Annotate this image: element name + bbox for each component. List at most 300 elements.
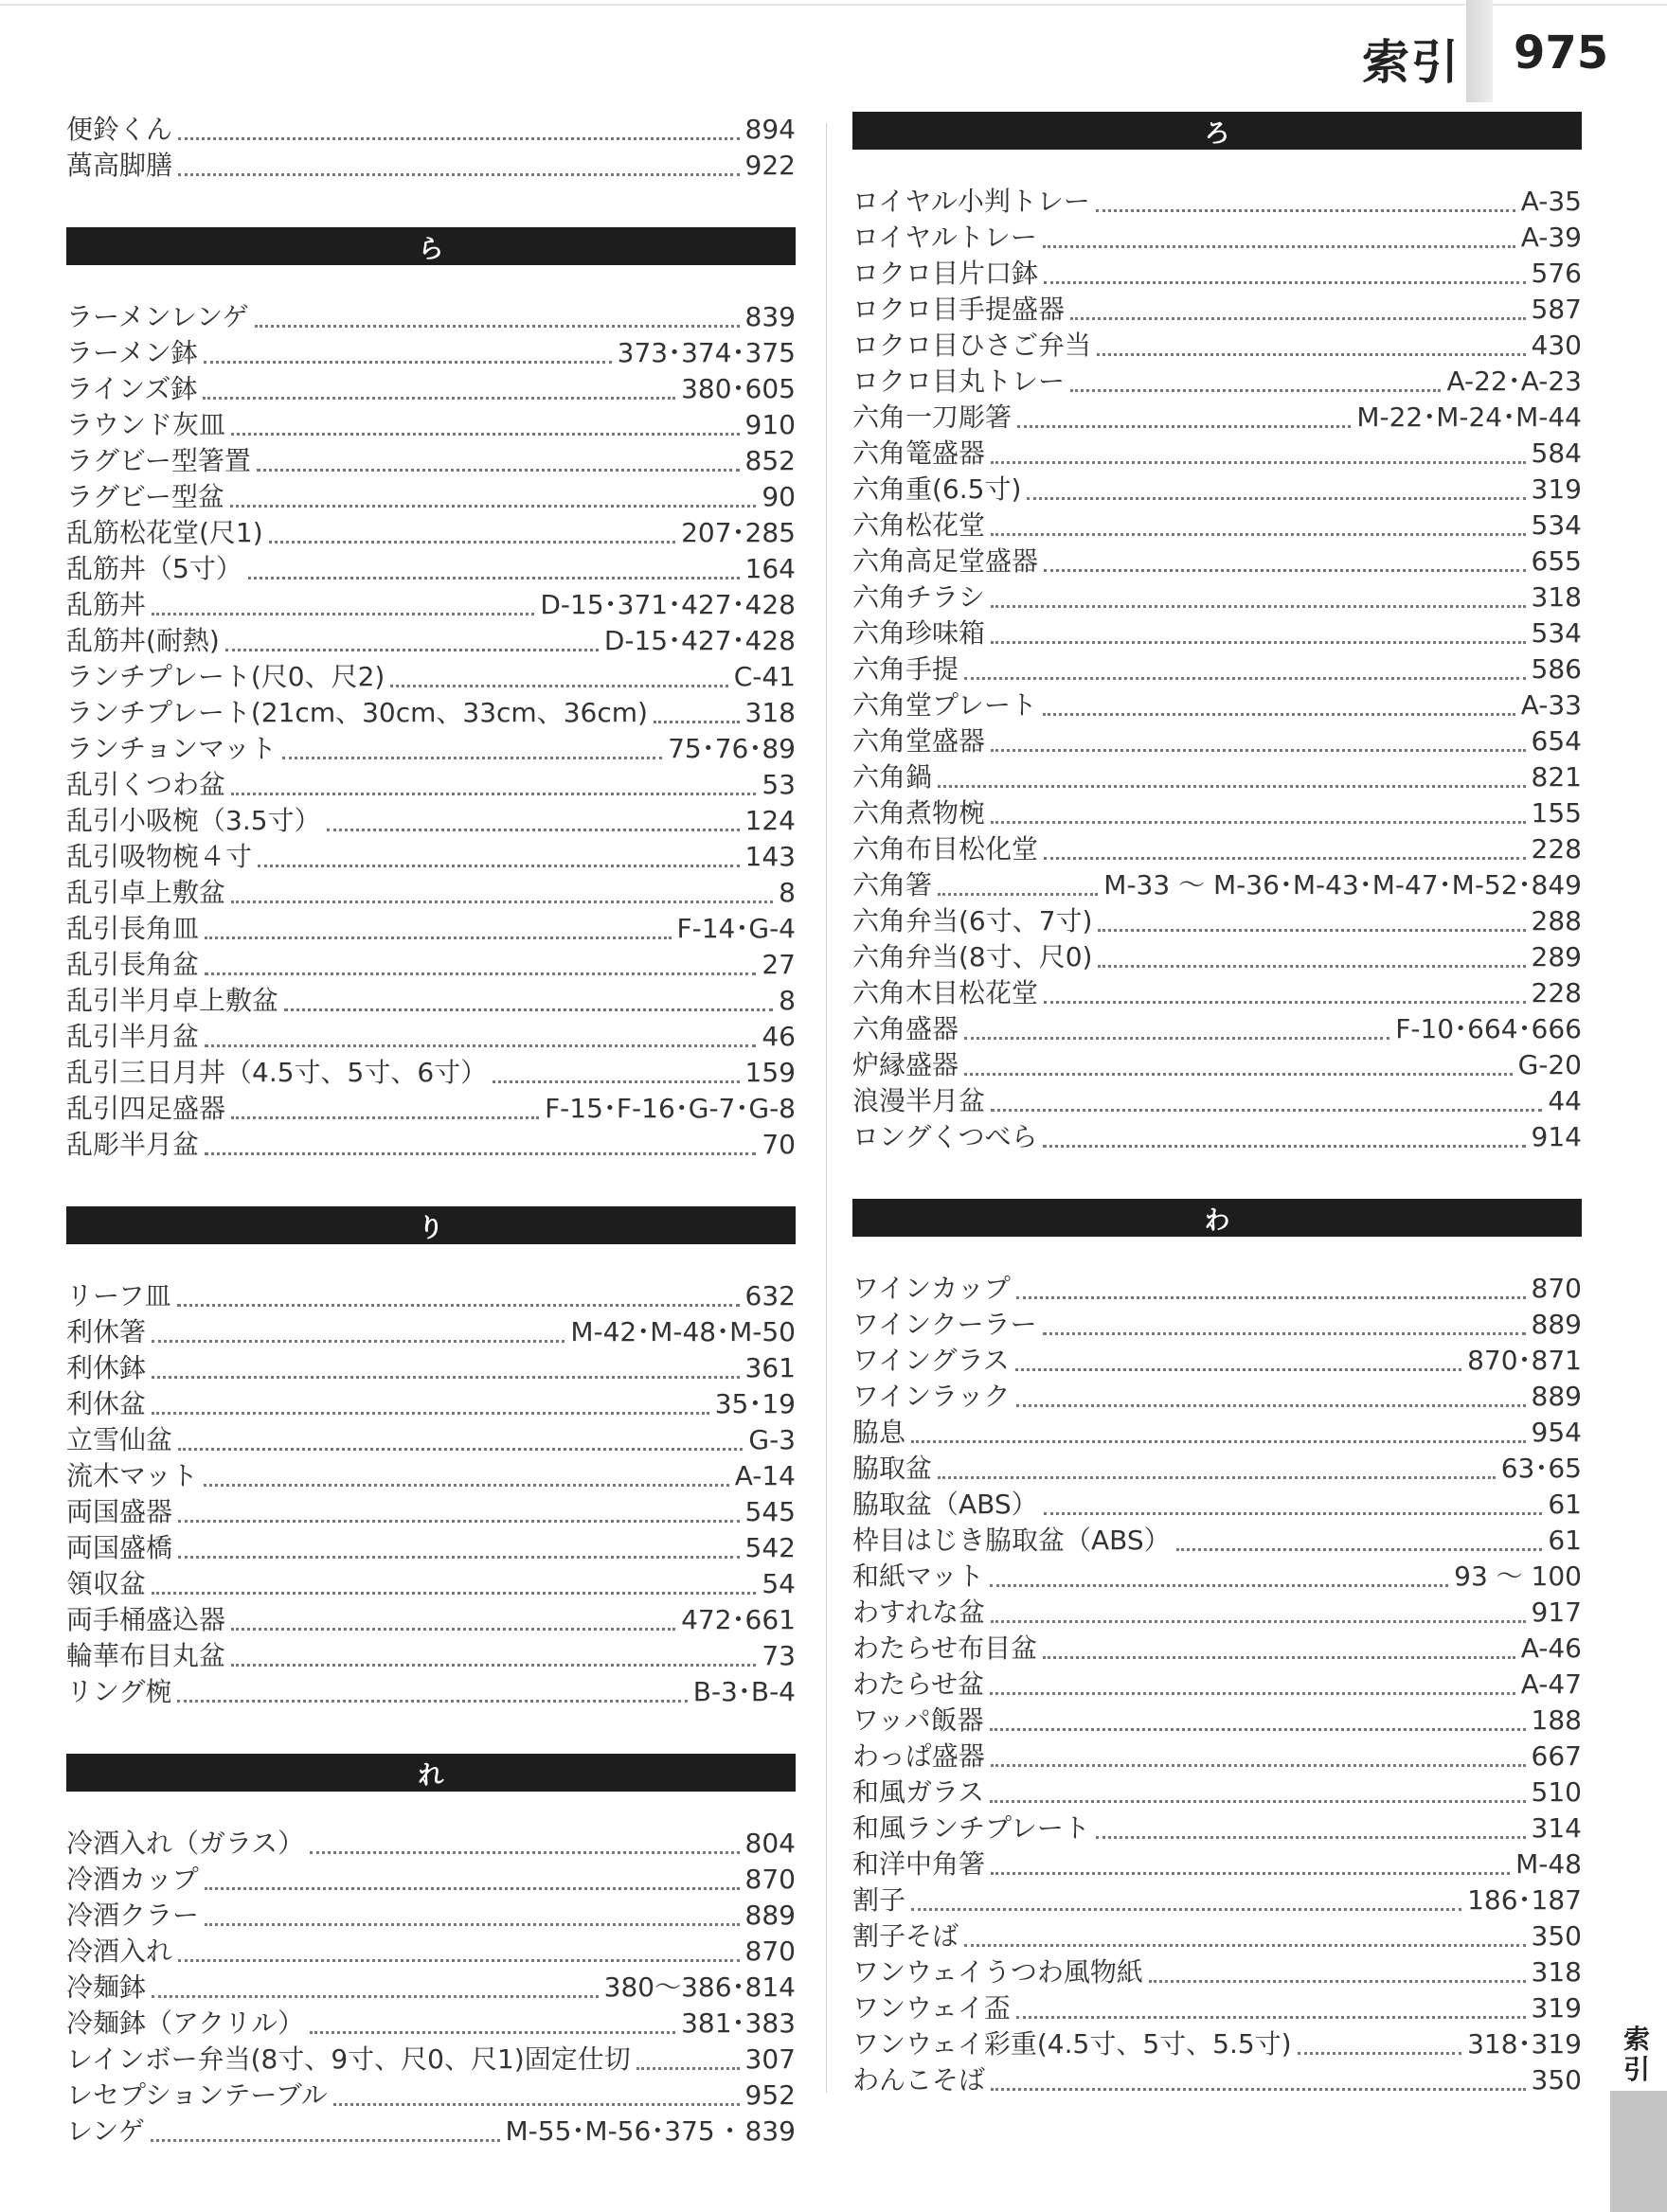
entry-pages: M-55･M-56･375 ･ 839 bbox=[505, 2115, 796, 2147]
dot-leader bbox=[1096, 1833, 1526, 1839]
entry-name: ロクロ目ひさご弁当 bbox=[852, 330, 1092, 361]
entry-pages: 381･383 bbox=[681, 2007, 796, 2039]
entry-name: 両国盛器 bbox=[66, 1496, 173, 1527]
index-entry bbox=[66, 875, 796, 911]
entry-pages: 207･285 bbox=[681, 517, 796, 548]
dot-leader bbox=[1044, 854, 1526, 860]
entry-name: ランチョンマット bbox=[66, 733, 278, 764]
index-entry bbox=[66, 587, 796, 623]
dot-leader bbox=[231, 790, 756, 795]
dot-leader bbox=[203, 394, 675, 400]
entry-pages: 361 bbox=[744, 1352, 796, 1383]
entry-pages: 53 bbox=[762, 769, 796, 800]
entry-name: 乱引くつわ盆 bbox=[66, 769, 226, 800]
index-entry bbox=[852, 1379, 1582, 1415]
index-entry bbox=[66, 335, 796, 371]
dot-leader bbox=[205, 1150, 756, 1155]
entry-pages: 584 bbox=[1531, 437, 1582, 469]
entry-name: 冷麺鉢 bbox=[66, 1971, 147, 2003]
entry-pages: 889 bbox=[1531, 1381, 1582, 1412]
section-header: ろ bbox=[852, 112, 1582, 150]
entry-pages: 8 bbox=[779, 985, 796, 1016]
entry-pages: 534 bbox=[1531, 617, 1582, 649]
header-accent-bar bbox=[1466, 0, 1493, 102]
entry-name: 乱引長角盆 bbox=[66, 949, 200, 980]
dot-leader bbox=[178, 134, 740, 140]
dot-leader bbox=[178, 170, 740, 176]
section-header: ら bbox=[66, 227, 796, 265]
dot-leader bbox=[1027, 494, 1525, 500]
dot-leader bbox=[938, 890, 1098, 896]
index-entry bbox=[66, 947, 796, 983]
index-entry bbox=[66, 407, 796, 443]
entry-name: 乱筋丼（5寸） bbox=[66, 553, 242, 584]
index-entry bbox=[852, 1739, 1582, 1775]
dot-leader bbox=[204, 358, 612, 364]
dot-leader bbox=[231, 1625, 675, 1631]
index-group bbox=[66, 1754, 796, 2150]
entry-pages: 46 bbox=[762, 1021, 796, 1052]
entry-pages: 318 bbox=[744, 697, 796, 728]
index-entry bbox=[852, 1846, 1582, 1882]
index-column-left bbox=[66, 112, 796, 2150]
dot-leader bbox=[991, 458, 1526, 464]
dot-leader bbox=[991, 1761, 1526, 1767]
entry-pages: 472･661 bbox=[681, 1604, 796, 1635]
dot-leader bbox=[230, 502, 756, 508]
index-entry bbox=[852, 795, 1582, 831]
index-entry bbox=[852, 1667, 1582, 1703]
index-entry bbox=[852, 400, 1582, 436]
entry-name: 乱筋松花堂(尺1) bbox=[66, 517, 263, 548]
index-group bbox=[852, 1199, 1582, 2098]
entry-pages: F-15･F-16･G-7･G-8 bbox=[545, 1093, 796, 1124]
entry-pages: 350 bbox=[1531, 2064, 1582, 2096]
entry-name: ワンウェイ彩重(4.5寸、5寸、5.5寸) bbox=[852, 2028, 1292, 2060]
dot-leader bbox=[1298, 2049, 1462, 2055]
entry-pages: 380･605 bbox=[681, 373, 796, 404]
index-entry bbox=[66, 1530, 796, 1566]
index-entry bbox=[852, 1047, 1582, 1083]
dot-leader bbox=[1016, 1293, 1526, 1299]
dot-leader bbox=[310, 1848, 739, 1854]
entry-pages: 586 bbox=[1531, 653, 1582, 685]
entry-pages: 155 bbox=[1531, 797, 1582, 829]
entry-pages: G-3 bbox=[748, 1424, 796, 1455]
entry-pages: 159 bbox=[744, 1057, 796, 1088]
index-entry bbox=[852, 1487, 1582, 1523]
entry-pages: 804 bbox=[744, 1828, 796, 1859]
dot-leader bbox=[1044, 998, 1526, 1004]
entry-pages: 542 bbox=[744, 1532, 796, 1563]
index-entry bbox=[852, 1703, 1582, 1739]
dot-leader bbox=[282, 754, 662, 759]
index-entry bbox=[852, 220, 1582, 256]
index-entry bbox=[852, 1271, 1582, 1307]
entry-name: ロクロ目丸トレー bbox=[852, 366, 1066, 397]
index-entry bbox=[852, 256, 1582, 292]
entry-pages: 889 bbox=[1531, 1309, 1582, 1340]
entry-pages: 870 bbox=[744, 1864, 796, 1895]
entry-name: ラグビー型箸置 bbox=[66, 445, 251, 476]
entry-pages: 75･76･89 bbox=[668, 733, 796, 764]
index-entry bbox=[852, 1954, 1582, 1990]
dot-leader bbox=[1043, 242, 1515, 248]
entry-pages: 587 bbox=[1531, 294, 1582, 325]
index-group bbox=[852, 112, 1582, 1155]
entry-name: ロクロ目片口鉢 bbox=[852, 258, 1039, 289]
index-entry bbox=[852, 436, 1582, 472]
index-entry bbox=[852, 2062, 1582, 2098]
entry-name: 六角高足堂盛器 bbox=[852, 545, 1039, 577]
top-rule bbox=[0, 4, 1667, 6]
entry-pages: 54 bbox=[762, 1568, 796, 1599]
index-entry bbox=[66, 2042, 796, 2078]
index-entry bbox=[66, 1127, 796, 1163]
entry-name: ワインラック bbox=[852, 1381, 1011, 1412]
entry-name: 六角堂盛器 bbox=[852, 725, 986, 757]
entry-name: 和風ガラス bbox=[852, 1776, 985, 1808]
entry-pages: 576 bbox=[1531, 258, 1582, 289]
entry-name: 脇息 bbox=[852, 1417, 906, 1448]
entry-name: 乱引長角皿 bbox=[66, 913, 200, 944]
index-entry bbox=[852, 1559, 1582, 1595]
dot-leader bbox=[152, 1409, 709, 1415]
index-entry bbox=[852, 292, 1582, 328]
dot-leader bbox=[493, 1078, 739, 1083]
index-entry bbox=[852, 1811, 1582, 1846]
entry-name: 脇取盆（ABS） bbox=[852, 1489, 1038, 1520]
entry-name: 両国盛橋 bbox=[66, 1532, 173, 1563]
entry-name: 六角盛器 bbox=[852, 1013, 959, 1044]
entry-pages: 289 bbox=[1531, 941, 1582, 972]
index-entry bbox=[852, 2026, 1582, 2062]
entry-name: わたらせ盆 bbox=[852, 1668, 985, 1700]
entry-pages: F-14･G-4 bbox=[676, 913, 796, 944]
dot-leader bbox=[1016, 1401, 1526, 1407]
dot-leader bbox=[1176, 1545, 1543, 1551]
entry-name: 領収盆 bbox=[66, 1568, 147, 1599]
index-entry bbox=[66, 695, 796, 731]
dot-leader bbox=[1017, 422, 1351, 428]
entry-pages: 894 bbox=[744, 114, 796, 145]
dot-leader bbox=[990, 1797, 1525, 1803]
entry-name: ランチプレート(21cm、30cm、33cm、36cm) bbox=[66, 697, 648, 728]
dot-leader bbox=[1043, 1142, 1525, 1148]
index-entry bbox=[852, 1990, 1582, 2026]
entry-name: 浪漫半月盆 bbox=[852, 1085, 986, 1116]
entry-name: 利休鉢 bbox=[66, 1352, 147, 1383]
entry-pages: 952 bbox=[744, 2079, 796, 2111]
index-entry bbox=[852, 1083, 1582, 1119]
dot-leader bbox=[152, 1373, 740, 1379]
index-entry bbox=[852, 903, 1582, 939]
page-number: 975 bbox=[1514, 27, 1609, 80]
dot-leader bbox=[991, 1106, 1542, 1112]
entry-pages: 667 bbox=[1531, 1740, 1582, 1772]
index-entry bbox=[66, 1314, 796, 1350]
entry-name: 乱引卓上敷盆 bbox=[66, 877, 226, 908]
dot-leader bbox=[636, 2064, 740, 2070]
index-group bbox=[66, 227, 796, 1163]
entry-pages: 852 bbox=[744, 445, 796, 476]
entry-pages: 319 bbox=[1531, 473, 1582, 505]
dot-leader bbox=[178, 1956, 740, 1962]
dot-leader bbox=[152, 610, 534, 615]
index-entry bbox=[66, 1862, 796, 1898]
index-entry bbox=[66, 1898, 796, 1934]
entry-name: 両手桶盛込器 bbox=[66, 1604, 226, 1635]
index-entry bbox=[852, 328, 1582, 364]
entry-name: ラーメンレンゲ bbox=[66, 301, 249, 332]
index-entry bbox=[852, 184, 1582, 220]
dot-leader bbox=[205, 1042, 756, 1047]
index-entry bbox=[852, 867, 1582, 903]
entry-pages: 164 bbox=[744, 553, 796, 584]
index-entry bbox=[852, 544, 1582, 580]
index-entry bbox=[852, 1882, 1582, 1918]
dot-leader bbox=[991, 602, 1526, 608]
entry-pages: 870･871 bbox=[1467, 1345, 1582, 1376]
entry-pages: M-48 bbox=[1515, 1848, 1582, 1880]
entry-name: 六角弁当(8寸、尺0) bbox=[852, 941, 1093, 972]
entry-name: わたらせ布目盆 bbox=[852, 1632, 1038, 1664]
entry-name: ランチプレート(尺0、尺2) bbox=[66, 661, 385, 692]
entry-pages: 63･65 bbox=[1500, 1453, 1582, 1484]
entry-name: わっぱ盛器 bbox=[852, 1740, 985, 1772]
index-entry bbox=[66, 2006, 796, 2042]
index-entry bbox=[852, 580, 1582, 615]
dot-leader bbox=[205, 1884, 740, 1890]
dot-leader bbox=[177, 1697, 687, 1703]
entry-pages: 70 bbox=[762, 1129, 796, 1160]
entry-name: 冷酒入れ（ガラス） bbox=[66, 1828, 305, 1859]
entry-pages: M-22･M-24･M-44 bbox=[1356, 401, 1582, 433]
entry-pages: F-10･664･666 bbox=[1395, 1013, 1582, 1044]
entry-pages: 545 bbox=[744, 1496, 796, 1527]
entry-name: ラインズ鉢 bbox=[66, 373, 198, 404]
entry-name: 炉縁盛器 bbox=[852, 1049, 959, 1080]
dot-leader bbox=[1043, 1329, 1526, 1335]
dot-leader bbox=[654, 718, 740, 723]
entry-name: ロイヤル小判トレー bbox=[852, 186, 1090, 217]
entry-name: 乱引吸物椀４寸 bbox=[66, 841, 253, 872]
index-entry bbox=[66, 623, 796, 659]
dot-leader bbox=[1098, 926, 1525, 932]
dot-leader bbox=[178, 1517, 740, 1523]
entry-name: ロイヤルトレー bbox=[852, 222, 1037, 253]
entry-name: 六角手提 bbox=[852, 653, 959, 685]
entry-name: ワンウェイ盃 bbox=[852, 1992, 1011, 2024]
entry-pages: 922 bbox=[744, 150, 796, 181]
entry-name: リング椀 bbox=[66, 1676, 172, 1707]
entry-pages: 288 bbox=[1531, 905, 1582, 937]
dot-leader bbox=[1043, 710, 1515, 716]
entry-pages: 870 bbox=[1531, 1273, 1582, 1304]
entry-pages: 870 bbox=[744, 1936, 796, 1967]
entry-name: 和洋中角箸 bbox=[852, 1848, 986, 1880]
entry-pages: 8 bbox=[779, 877, 796, 908]
dot-leader bbox=[990, 1689, 1515, 1695]
index-entry bbox=[66, 2114, 796, 2150]
entry-name: 六角木目松花堂 bbox=[852, 977, 1039, 1008]
entry-name: 利休箸 bbox=[66, 1316, 147, 1347]
index-entry bbox=[852, 1451, 1582, 1487]
index-entry bbox=[852, 1523, 1582, 1559]
entry-pages: 188 bbox=[1531, 1704, 1582, 1736]
entry-name: 乱筋丼(耐熱) bbox=[66, 625, 220, 656]
entry-pages: 510 bbox=[1531, 1776, 1582, 1808]
dot-leader bbox=[327, 826, 740, 831]
index-entry bbox=[66, 1350, 796, 1386]
index-entry bbox=[852, 1119, 1582, 1155]
dot-leader bbox=[991, 2085, 1526, 2091]
entry-pages: D-15･371･427･428 bbox=[540, 589, 796, 620]
entry-pages: 632 bbox=[744, 1280, 796, 1311]
dot-leader bbox=[991, 530, 1526, 536]
dot-leader bbox=[990, 1581, 1448, 1587]
entry-pages: 186･187 bbox=[1467, 1884, 1582, 1916]
entry-pages: 228 bbox=[1531, 977, 1582, 1008]
dot-leader bbox=[231, 898, 773, 903]
entry-name: 六角鍋 bbox=[852, 761, 933, 793]
dot-leader bbox=[231, 430, 740, 436]
entry-name: 六角布目松化堂 bbox=[852, 833, 1039, 865]
entry-name: 六角重(6.5寸) bbox=[852, 473, 1022, 505]
entry-name: ラグビー型盆 bbox=[66, 481, 224, 512]
entry-name: わすれな盆 bbox=[852, 1597, 986, 1628]
entry-pages: 318 bbox=[1531, 1956, 1582, 1988]
entry-pages: 27 bbox=[762, 949, 796, 980]
dot-leader bbox=[1044, 278, 1526, 284]
dot-leader bbox=[284, 1006, 773, 1011]
entry-pages: A-35 bbox=[1520, 186, 1582, 217]
page-header bbox=[0, 0, 1667, 104]
entry-pages: 654 bbox=[1531, 725, 1582, 757]
entry-pages: 307 bbox=[744, 2043, 796, 2075]
dot-leader bbox=[258, 862, 740, 867]
entry-name: レンゲ bbox=[66, 2115, 145, 2147]
dot-leader bbox=[231, 1114, 539, 1119]
index-entry bbox=[852, 723, 1582, 759]
index-entry bbox=[66, 1055, 796, 1091]
index-entry bbox=[66, 148, 796, 184]
entry-pages: A-22･A-23 bbox=[1446, 366, 1582, 397]
index-entry bbox=[66, 515, 796, 551]
dot-leader bbox=[257, 466, 740, 472]
entry-name: 乱引半月盆 bbox=[66, 1021, 200, 1052]
index-entry bbox=[66, 2078, 796, 2114]
index-entry bbox=[66, 1494, 796, 1530]
entry-name: ワンウェイうつわ風物紙 bbox=[852, 1956, 1143, 1988]
entry-pages: 143 bbox=[744, 841, 796, 872]
dot-leader bbox=[938, 782, 1526, 788]
index-entry bbox=[66, 479, 796, 515]
index-column-right bbox=[852, 112, 1582, 2098]
entry-pages: 90 bbox=[762, 481, 796, 512]
entry-name: 六角松花堂 bbox=[852, 509, 986, 541]
entry-name: 六角弁当(6寸、7寸) bbox=[852, 905, 1093, 937]
index-entry bbox=[66, 767, 796, 803]
entry-name: 六角珍味箱 bbox=[852, 617, 986, 649]
index-entry bbox=[852, 1918, 1582, 1954]
entry-name: 冷麺鉢（アクリル） bbox=[66, 2007, 305, 2039]
index-entry bbox=[852, 1307, 1582, 1343]
entry-pages: 35･19 bbox=[714, 1388, 796, 1419]
index-entry bbox=[66, 371, 796, 407]
side-tab-label: 索引 bbox=[1622, 2024, 1650, 2085]
entry-pages: 61 bbox=[1548, 1525, 1582, 1556]
entry-pages: 73 bbox=[762, 1640, 796, 1671]
index-entry bbox=[66, 839, 796, 875]
index-entry bbox=[66, 1970, 796, 2006]
entry-pages: 954 bbox=[1531, 1417, 1582, 1448]
entry-pages: 61 bbox=[1548, 1489, 1582, 1520]
index-entry bbox=[66, 911, 796, 947]
dot-leader bbox=[178, 1553, 740, 1559]
entry-name: 冷酒カップ bbox=[66, 1864, 199, 1895]
entry-pages: 430 bbox=[1531, 330, 1582, 361]
index-entry bbox=[66, 803, 796, 839]
dot-leader bbox=[231, 1661, 756, 1667]
entry-pages: A-33 bbox=[1520, 689, 1582, 721]
entry-name: ワイングラス bbox=[852, 1345, 1010, 1376]
side-tab bbox=[1610, 2091, 1667, 2212]
index-entry bbox=[852, 939, 1582, 975]
entry-pages: 350 bbox=[1531, 1920, 1582, 1952]
entry-name: 冷酒入れ bbox=[66, 1936, 173, 1967]
index-entry bbox=[852, 1011, 1582, 1047]
entry-pages: 910 bbox=[744, 409, 796, 440]
dot-leader bbox=[152, 1992, 599, 1998]
entry-name: 輪華布目丸盆 bbox=[66, 1640, 226, 1671]
entry-name: 冷酒クラー bbox=[66, 1900, 200, 1931]
dot-leader bbox=[1070, 314, 1526, 320]
index-entry bbox=[66, 983, 796, 1019]
entry-name: リーフ皿 bbox=[66, 1280, 171, 1311]
entry-pages: 318 bbox=[1531, 581, 1582, 613]
index-entry bbox=[66, 1602, 796, 1638]
entry-pages: B-3･B-4 bbox=[692, 1676, 796, 1707]
entry-name: 乱筋丼 bbox=[66, 589, 147, 620]
dot-leader bbox=[1096, 206, 1515, 212]
dot-leader bbox=[991, 818, 1526, 824]
index-entry bbox=[66, 1826, 796, 1862]
entry-name: 乱引半月卓上敷盆 bbox=[66, 985, 279, 1016]
dot-leader bbox=[205, 970, 756, 975]
entry-name: ラウンド灰皿 bbox=[66, 409, 226, 440]
dot-leader bbox=[390, 682, 727, 687]
entry-name: ラーメン鉢 bbox=[66, 337, 198, 368]
entry-name: ロクロ目手提盛器 bbox=[852, 294, 1066, 325]
entry-name: 立雪仙盆 bbox=[66, 1424, 173, 1455]
dot-leader bbox=[225, 646, 599, 651]
dot-leader bbox=[205, 934, 672, 939]
entry-name: わんこそば bbox=[852, 2064, 986, 2096]
entry-name: ワインカップ bbox=[852, 1273, 1011, 1304]
dot-leader bbox=[964, 1070, 1513, 1076]
index-entry bbox=[852, 975, 1582, 1011]
index-entry bbox=[852, 1775, 1582, 1811]
dot-leader bbox=[1044, 566, 1526, 572]
index-entry bbox=[66, 1019, 796, 1055]
index-entry bbox=[66, 1091, 796, 1127]
entry-pages: 917 bbox=[1531, 1597, 1582, 1628]
dot-leader bbox=[269, 538, 675, 544]
index-entry bbox=[66, 731, 796, 767]
entry-name: 割子 bbox=[852, 1884, 906, 1916]
index-entry bbox=[66, 1458, 796, 1494]
